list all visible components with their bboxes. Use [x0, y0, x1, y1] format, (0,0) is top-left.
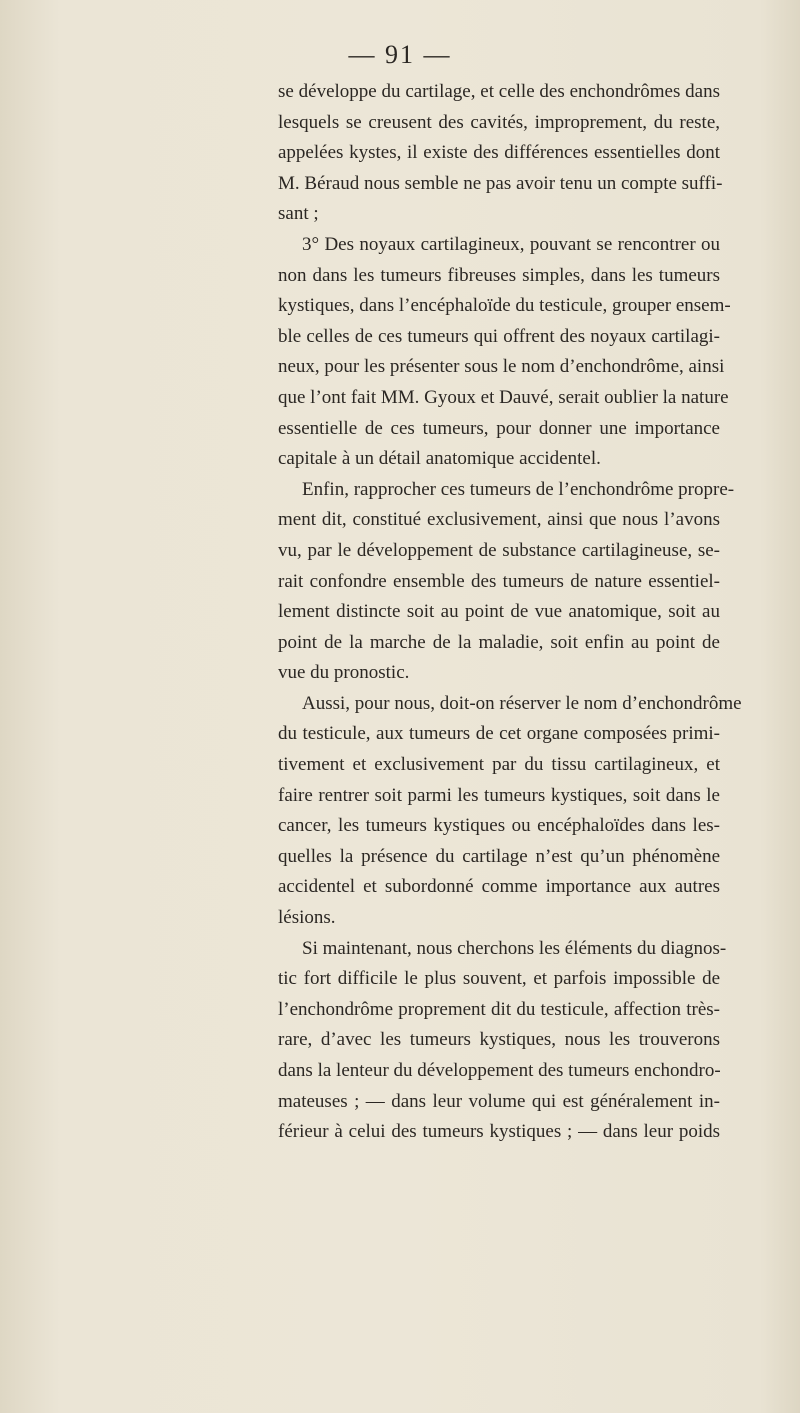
text-line: l’enchondrôme proprement dit du testicule, affection très-: [278, 998, 720, 1020]
text-line: cancer, les tumeurs kystiques ou encéphaloïdes dans les-: [278, 815, 720, 837]
text-line: Aussi, pour nous, doit-on réserver le nom d’enchondrôme: [302, 692, 742, 714]
text-line: du testicule, aux tumeurs de cet organe composées primi-: [278, 723, 720, 745]
text-line: accidentel et subordonné comme importance aux autres: [278, 876, 720, 898]
text-line: rait confondre ensemble des tumeurs de nature essentiel-: [278, 570, 720, 592]
text-line: kystiques, dans l’encéphaloïde du testicule, grouper ensem-: [278, 295, 731, 317]
text-line: rare, d’avec les tumeurs kystiques, nous les trouverons: [278, 1029, 720, 1051]
text-line: Enfin, rapprocher ces tumeurs de l’enchondrôme propre-: [302, 478, 735, 500]
text-line: non dans les tumeurs fibreuses simples, dans les tumeurs: [278, 264, 720, 286]
text-line: vue du pronostic.: [278, 662, 410, 684]
text-line: neux, pour les présenter sous le nom d’enchondrôme, ainsi: [278, 356, 725, 378]
body-text: [278, 77, 742, 1148]
text-line: 3° Des noyaux cartilagineux, pouvant se rencontrer ou: [302, 233, 720, 255]
text-line: vu, par le développement de substance cartilagineuse, se-: [278, 539, 720, 561]
text-line: Si maintenant, nous cherchons les éléments du diagnos-: [302, 937, 727, 959]
text-line: que l’ont fait MM. Gyoux et Dauvé, serait oublier la nature: [278, 386, 729, 408]
text-line: quelles la présence du cartilage n’est qu’un phénomène: [278, 845, 720, 867]
text-line: tivement et exclusivement par du tissu cartilagineux, et: [278, 754, 720, 776]
text-line: férieur à celui des tumeurs kystiques ; — dans leur poids: [278, 1121, 720, 1143]
text-line: essentielle de ces tumeurs, pour donner une importance: [278, 417, 720, 439]
text-line: M. Béraud nous semble ne pas avoir tenu un compte suffi-: [278, 172, 723, 194]
text-line: capitale à un détail anatomique accidentel.: [278, 448, 601, 470]
text-line: sant ;: [278, 203, 319, 225]
text-line: mateuses ; — dans leur volume qui est généralement in-: [278, 1090, 720, 1112]
text-line: se développe du cartilage, et celle des enchondrômes dans: [278, 81, 720, 102]
text-line: ment dit, constitué exclusivement, ainsi que nous l’avons: [278, 509, 720, 531]
text-line: lement distincte soit au point de vue anatomique, soit au: [278, 601, 720, 623]
text-line: tic fort difficile le plus souvent, et parfois impossible de: [278, 968, 720, 990]
text-line: ble celles de ces tumeurs qui offrent des noyaux cartilagi-: [278, 325, 720, 347]
text-line: dans la lenteur du développement des tumeurs enchondro-: [278, 1060, 721, 1081]
text-line: point de la marche de la maladie, soit enfin au point de: [278, 631, 720, 653]
page-number: — 91 —: [348, 40, 452, 69]
text-line: appelées kystes, il existe des différences essentielles dont: [278, 142, 720, 164]
text-line: lesquels se creusent des cavités, improprement, du reste,: [278, 111, 720, 133]
text-line: faire rentrer soit parmi les tumeurs kystiques, soit dans le: [278, 784, 720, 806]
text-line: lésions.: [278, 907, 336, 929]
